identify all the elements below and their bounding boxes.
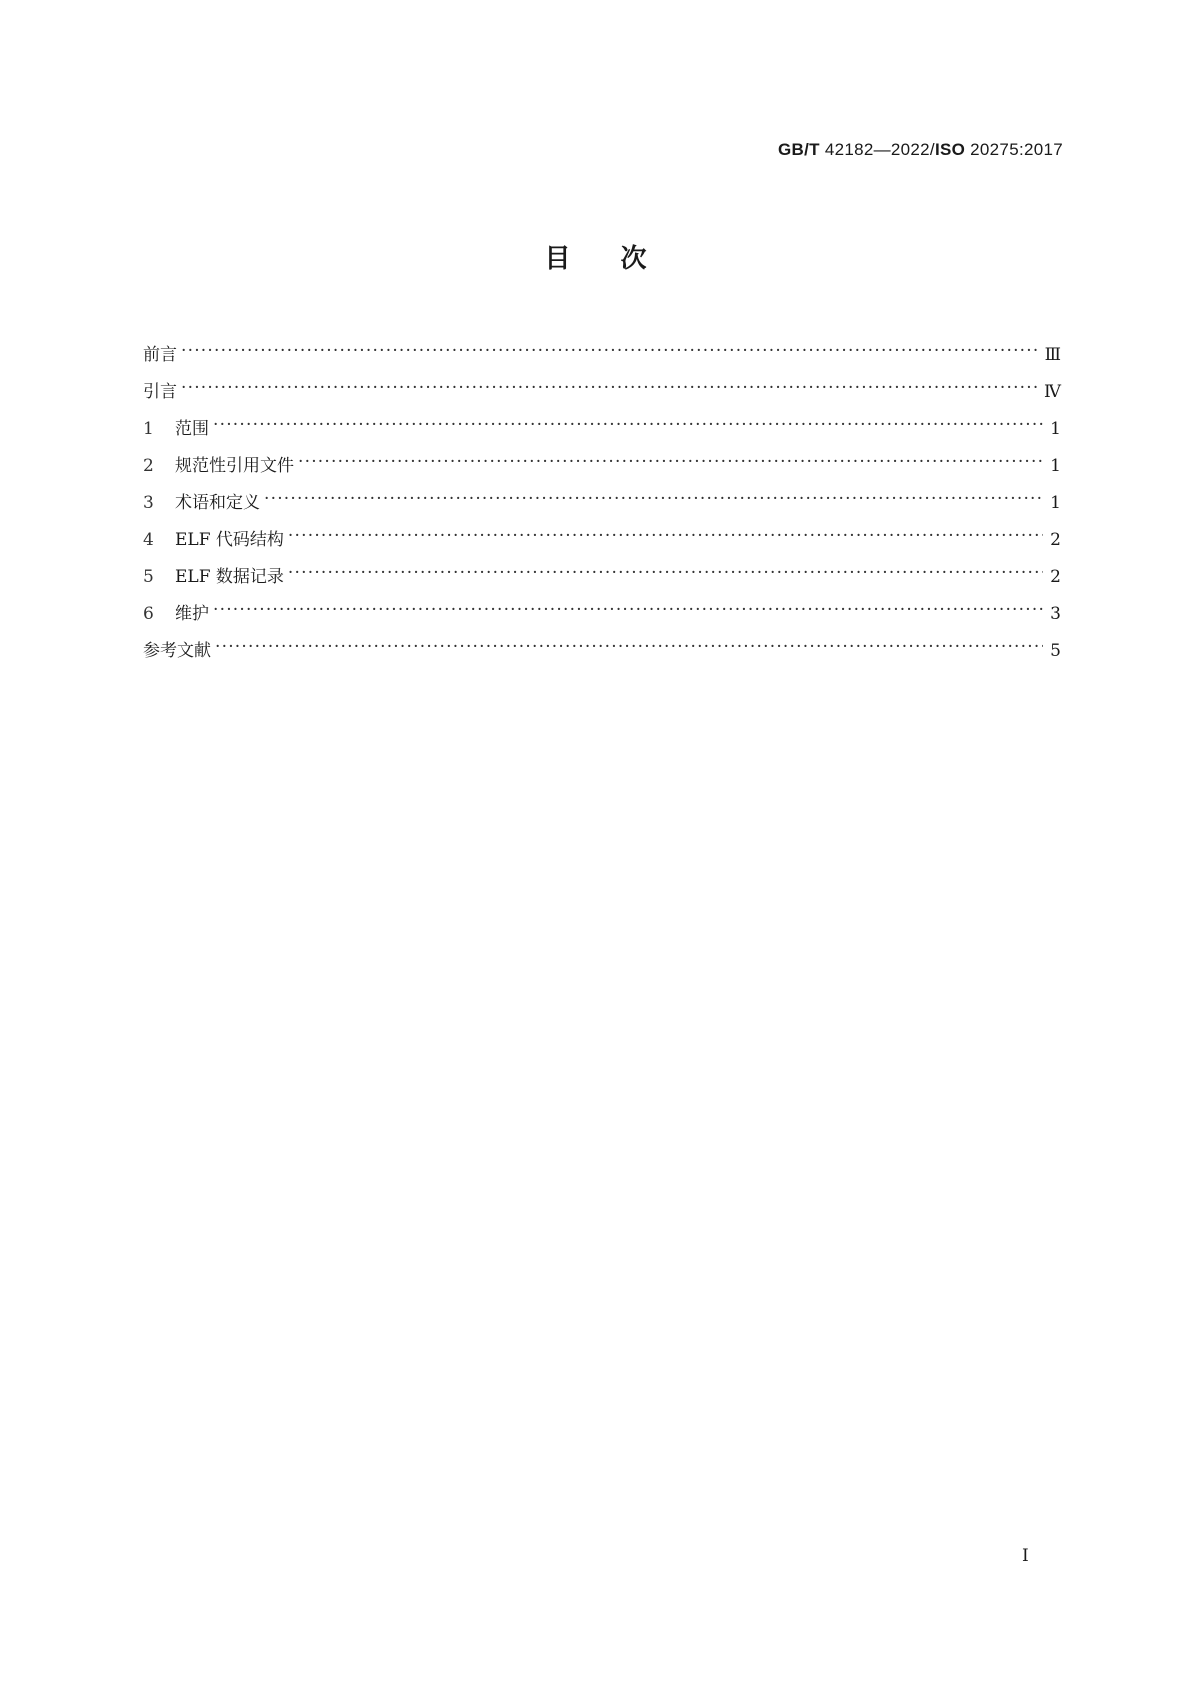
toc-entry-bibliography[interactable] [143, 636, 1061, 673]
toc-page: Ⅲ [1044, 345, 1061, 365]
toc-label: 维护 [175, 604, 209, 624]
toc-entry-elf-data-record[interactable] [143, 562, 1061, 599]
dot-leader [181, 343, 1041, 360]
toc-entry-scope[interactable] [143, 414, 1061, 451]
toc-label: 引言 [143, 382, 177, 402]
toc-entry-elf-code-structure[interactable] [143, 525, 1061, 562]
dot-leader [181, 380, 1040, 397]
toc-page: 1 [1050, 456, 1061, 476]
toc-page: 1 [1050, 493, 1061, 513]
dot-leader [288, 565, 1043, 582]
table-of-contents [143, 340, 1061, 673]
iso-prefix: ISO [934, 140, 966, 159]
toc-entry-normative-references[interactable] [143, 451, 1061, 488]
toc-label: ELF 代码结构 [175, 530, 284, 550]
toc-label: ELF 数据记录 [175, 567, 284, 587]
standard-code [778, 140, 1063, 160]
dot-leader [215, 639, 1043, 656]
toc-entry-maintenance[interactable] [143, 599, 1061, 636]
toc-label: 术语和定义 [175, 493, 260, 513]
title-char-1: 目 [544, 244, 571, 274]
standard-prefix: GB/T [777, 140, 820, 159]
dot-leader [213, 417, 1043, 434]
toc-number: 2 [143, 456, 154, 476]
toc-label: 规范性引用文件 [175, 456, 294, 476]
standard-number: 42182—2022/ [824, 140, 935, 159]
page-title [0, 238, 1191, 275]
toc-page: 2 [1050, 567, 1061, 587]
toc-page: Ⅳ [1044, 382, 1061, 402]
toc-entry-terms-definitions[interactable] [143, 488, 1061, 525]
toc-entry-introduction[interactable] [143, 377, 1061, 414]
toc-number: 1 [143, 419, 154, 439]
page-number: Ⅰ [1022, 1546, 1029, 1566]
toc-page: 5 [1050, 641, 1061, 661]
toc-label: 前言 [143, 345, 177, 365]
toc-page: 2 [1050, 530, 1061, 550]
toc-number: 4 [143, 530, 154, 550]
toc-label: 参考文献 [143, 641, 211, 661]
toc-label: 范围 [175, 419, 209, 439]
toc-entry-foreword[interactable] [143, 340, 1061, 377]
title-char-2: 次 [620, 244, 647, 274]
dot-leader [213, 602, 1043, 619]
dot-leader [288, 528, 1043, 545]
iso-number: 20275:2017 [970, 140, 1063, 159]
toc-number: 3 [143, 493, 154, 513]
dot-leader [298, 454, 1043, 471]
toc-page: 1 [1050, 419, 1061, 439]
toc-page: 3 [1050, 604, 1061, 624]
toc-number: 6 [143, 604, 154, 624]
toc-number: 5 [143, 567, 154, 587]
dot-leader [264, 491, 1043, 508]
